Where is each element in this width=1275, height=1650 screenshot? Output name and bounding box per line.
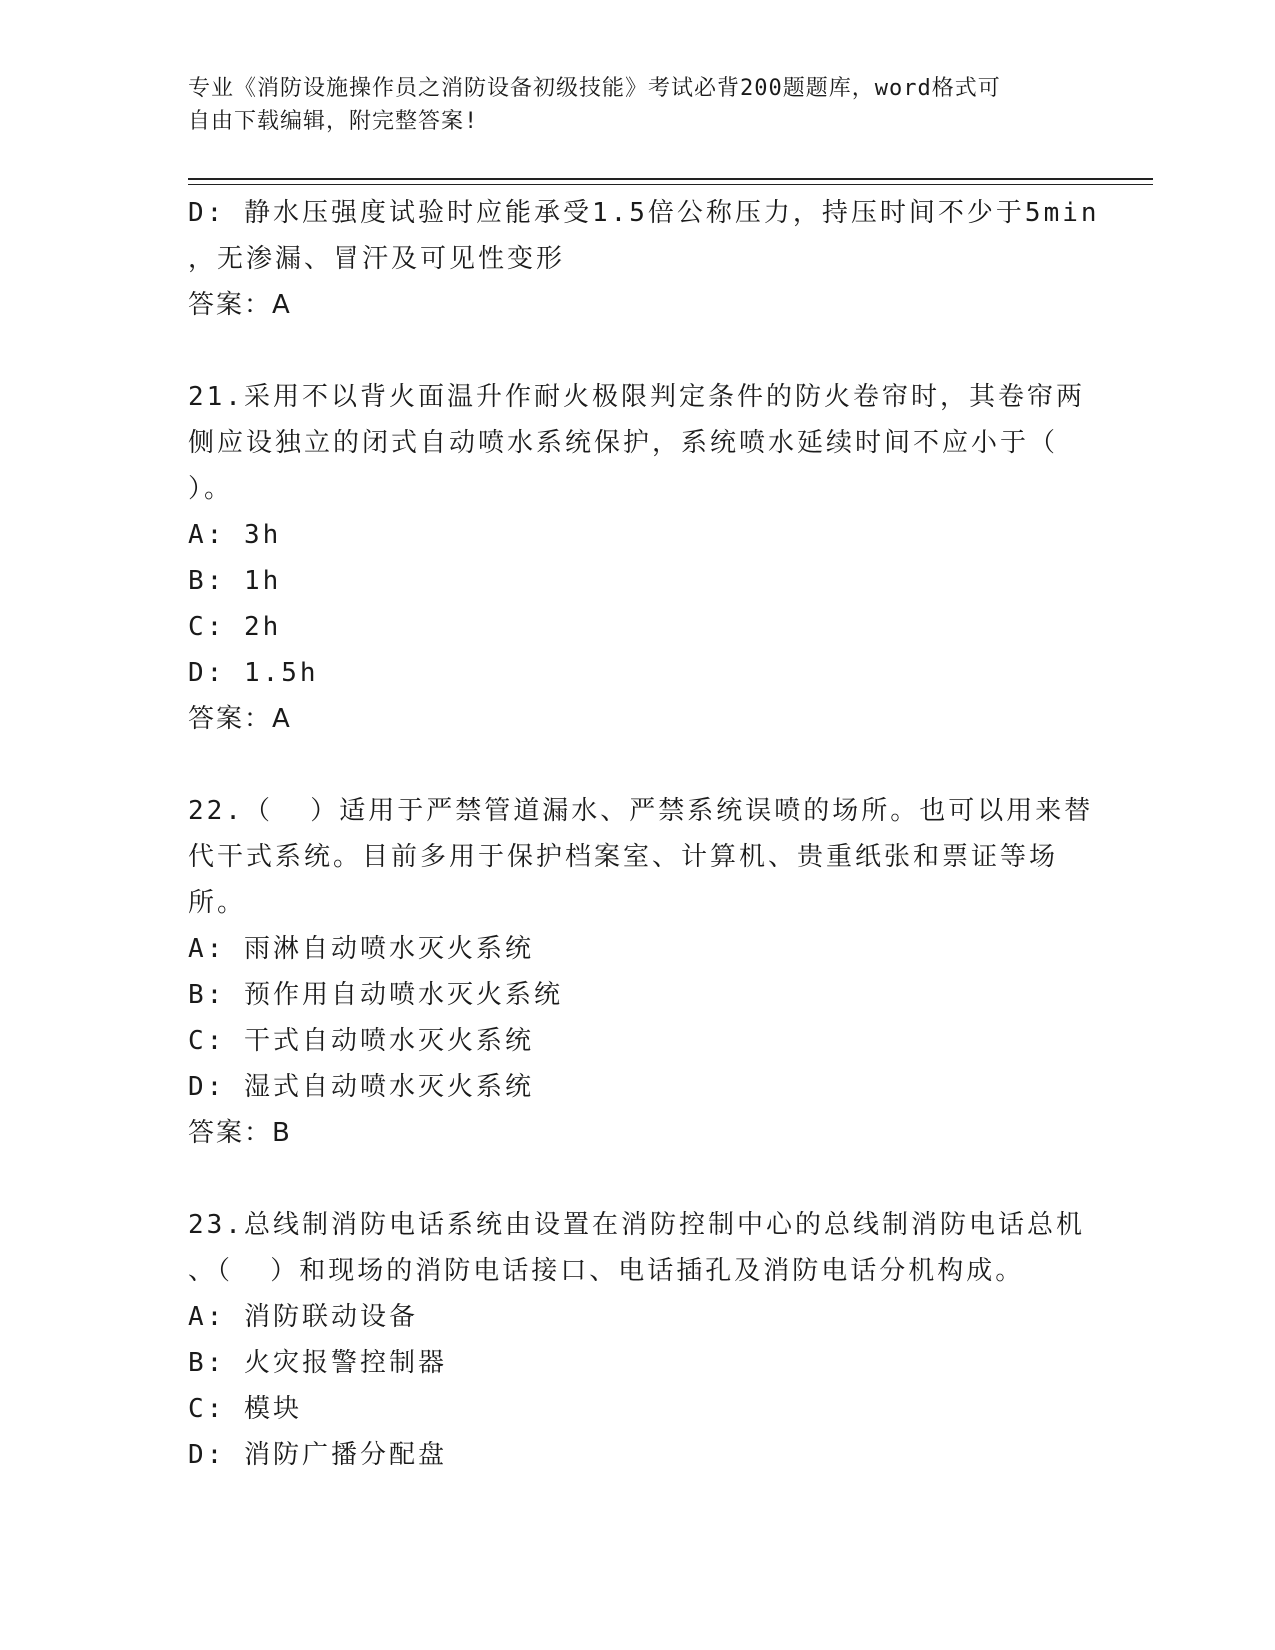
option-c: C: 干式自动喷水灭火系统: [188, 1026, 534, 1056]
option-a: A: 雨淋自动喷水灭火系统: [188, 934, 534, 964]
option-d-line-2: ，无渗漏、冒汗及可见性变形: [188, 244, 566, 274]
option-a: A: 消防联动设备: [188, 1302, 418, 1332]
answer-label: 答案：A: [188, 290, 292, 320]
option-c: C: 2h: [188, 612, 282, 642]
question-stem-line-3: 所。: [188, 888, 247, 918]
header-divider-thin: [188, 184, 1153, 185]
question-content: [188, 190, 1100, 1478]
question-23: [188, 1202, 1088, 1478]
answer-label: 答案：B: [188, 1118, 292, 1148]
question-stem-line-2: 、（ ）和现场的消防电话接口、电话插孔及消防电话分机构成。: [188, 1256, 1025, 1286]
question-stem-line-3: ）。: [188, 474, 234, 504]
question-20-tail: [188, 190, 1100, 328]
option-b: B: 预作用自动喷水灭火系统: [188, 980, 563, 1010]
question-stem-line-1: 21.采用不以背火面温升作耐火极限判定条件的防火卷帘时，其卷帘两: [188, 382, 1085, 412]
option-b: B: 火灾报警控制器: [188, 1348, 447, 1378]
option-c: C: 模块: [188, 1394, 302, 1424]
option-a: A: 3h: [188, 520, 282, 550]
question-21: [188, 374, 1088, 742]
option-d: D: 湿式自动喷水灭火系统: [188, 1072, 534, 1102]
document-header: [188, 72, 1088, 138]
option-d-line-1: D: 静水压强度试验时应能承受1.5倍公称压力，持压时间不少于5min: [188, 198, 1100, 228]
question-stem-line-2: 侧应设独立的闭式自动喷水系统保护，系统喷水延续时间不应小于（: [188, 428, 1059, 458]
header-line-2: 自由下载编辑，附完整答案!: [188, 109, 479, 134]
question-stem-line-1: 23.总线制消防电话系统由设置在消防控制中心的总线制消防电话总机: [188, 1210, 1085, 1240]
question-stem-line-1: 22.（ ）适用于严禁管道漏水、严禁系统误喷的场所。也可以用来替: [188, 796, 1094, 826]
question-22: [188, 788, 1094, 1156]
spacer: [188, 1156, 1088, 1202]
option-d: D: 1.5h: [188, 658, 319, 688]
option-b: B: 1h: [188, 566, 282, 596]
answer-label: 答案：A: [188, 704, 292, 734]
header-divider-thick: [188, 178, 1153, 180]
spacer: [188, 328, 1088, 374]
option-d: D: 消防广播分配盘: [188, 1440, 447, 1470]
spacer: [188, 742, 1088, 788]
question-stem-line-2: 代干式系统。目前多用于保护档案室、计算机、贵重纸张和票证等场: [188, 842, 1059, 872]
header-line-1: 专业《消防设施操作员之消防设备初级技能》考试必背200题题库，word格式可: [188, 76, 1001, 101]
